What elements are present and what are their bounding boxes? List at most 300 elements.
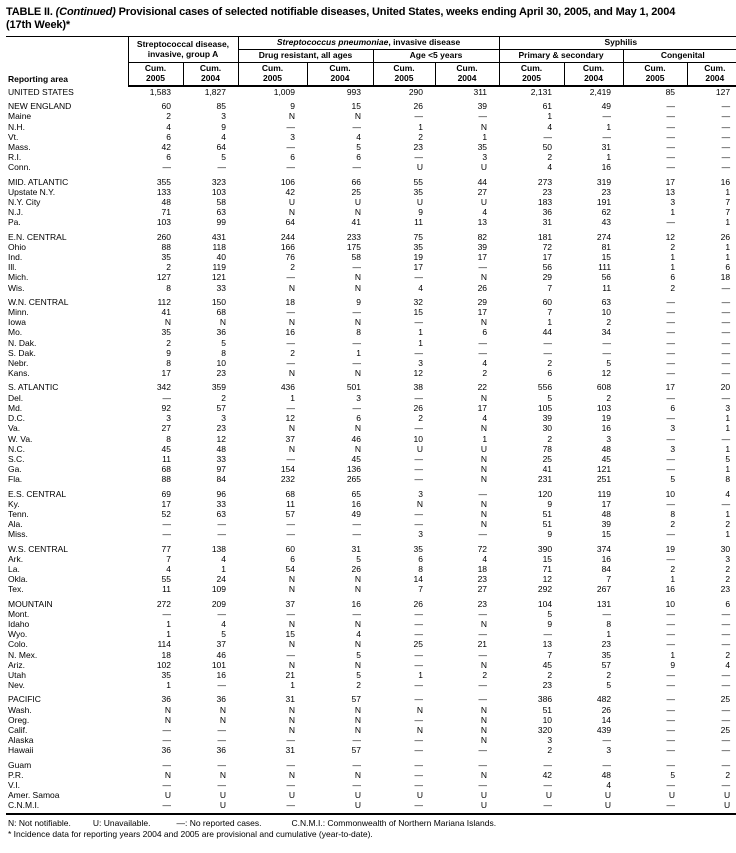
value-cell: — [286, 453, 295, 464]
value-cell: 431 [211, 231, 226, 242]
value-cell: 31 [285, 694, 295, 705]
value-cell: N [480, 464, 488, 475]
value-cell: 44 [477, 176, 488, 187]
value-cell: — [217, 735, 226, 746]
value-cell: 27 [161, 423, 171, 434]
value-cell: — [352, 402, 361, 413]
value-cell: — [666, 358, 676, 369]
value-cell: N [354, 317, 361, 328]
value-cell: 10 [413, 433, 423, 444]
value-cell: 35 [477, 142, 488, 153]
value-cell: 2 [482, 368, 488, 379]
value-cell: N [480, 519, 488, 530]
value-cell: 112 [157, 296, 171, 307]
value-cell: — [478, 337, 488, 348]
value-cell: 436 [280, 382, 295, 393]
value-cell: 37 [285, 598, 295, 609]
reporting-area-cell: W.N. CENTRAL [8, 296, 69, 307]
value-cell: — [352, 337, 361, 348]
value-cell: N [164, 714, 171, 725]
value-cell: 15 [601, 252, 612, 263]
value-cell: N [354, 639, 361, 650]
col-header-strep-cum-2004 [183, 63, 238, 87]
value-cell: 5 [221, 629, 226, 640]
table-row [6, 111, 736, 121]
value-cell: 57 [285, 508, 295, 519]
value-cell: 5 [356, 649, 361, 660]
value-cell: — [352, 307, 361, 318]
value-cell: 23 [720, 584, 731, 595]
value-cell: 6 [356, 152, 361, 163]
value-cell: 6 [290, 152, 295, 163]
value-cell: N [480, 272, 488, 283]
value-cell: — [286, 142, 295, 153]
value-cell: 33 [216, 453, 226, 464]
value-cell: 2 [356, 680, 361, 691]
cum-label: Cum. [144, 63, 167, 73]
value-cell: N [480, 769, 488, 780]
reporting-area-cell: W.S. CENTRAL [8, 543, 68, 554]
value-cell: — [721, 618, 731, 629]
value-cell: 2 [725, 769, 731, 780]
value-cell: — [666, 618, 676, 629]
value-cell: — [666, 327, 676, 338]
cum-label: Cum. [456, 63, 478, 73]
value-cell: 1 [221, 563, 226, 574]
value-cell: — [666, 142, 676, 153]
value-cell: 121 [211, 272, 226, 283]
value-cell: 36 [216, 694, 226, 705]
value-cell: 4 [356, 629, 361, 640]
value-cell: 5 [606, 358, 612, 369]
value-cell: 4 [482, 553, 488, 564]
value-cell: 19 [665, 543, 676, 554]
value-cell: — [721, 142, 731, 153]
value-cell: 31 [601, 142, 612, 153]
table-row [6, 393, 736, 403]
value-cell: 1 [670, 262, 676, 273]
value-cell: — [414, 618, 423, 629]
value-cell: 386 [537, 694, 553, 705]
value-cell: 11 [602, 282, 612, 293]
value-cell: — [721, 714, 731, 725]
value-cell: 439 [596, 724, 612, 735]
value-cell: 150 [211, 296, 226, 307]
value-cell: 374 [596, 543, 612, 554]
value-cell: 292 [537, 584, 553, 595]
value-cell: 63 [216, 207, 226, 218]
value-cell: 105 [537, 402, 553, 413]
value-cell: 3 [606, 433, 612, 444]
value-cell: 35 [413, 186, 423, 197]
value-cell: 50 [542, 142, 553, 153]
value-cell: 120 [537, 488, 553, 499]
reporting-area-cell: S. ATLANTIC [8, 382, 59, 393]
value-cell: 2 [290, 347, 295, 358]
value-cell: — [414, 508, 423, 519]
value-cell: U [435, 800, 499, 813]
value-cell: — [286, 608, 295, 619]
value-cell: N [288, 724, 295, 735]
value-cell: 6 [670, 272, 676, 283]
value-cell: 1 [670, 252, 676, 263]
value-cell: 3 [482, 152, 488, 163]
value-cell: — [666, 453, 676, 464]
value-cell: 45 [601, 453, 612, 464]
value-cell: 55 [161, 574, 171, 585]
value-cell: — [666, 217, 676, 228]
reporting-area-cell: Guam [8, 759, 32, 770]
reporting-area-cell: Calif. [8, 724, 28, 735]
value-cell: 34 [601, 327, 612, 338]
value-cell: N [219, 317, 226, 328]
value-cell: 608 [596, 382, 612, 393]
value-cell: 1 [547, 111, 553, 122]
value-cell: 49 [351, 508, 361, 519]
value-cell: 63 [601, 296, 612, 307]
reporting-area-cell: Wyo. [8, 629, 28, 640]
value-cell: 33 [216, 282, 226, 293]
value-cell: 6 [166, 131, 171, 142]
table-title-text: Provisional cases of selected notifiable diseases, United States, weeks ending April 30, 2005, and May 1, 2004 [118, 6, 676, 18]
value-cell: 85 [665, 87, 676, 97]
value-cell: — [217, 529, 226, 540]
table-title [6, 6, 729, 32]
value-cell: 2 [606, 317, 612, 328]
value-cell: 99 [216, 217, 226, 228]
value-cell: — [162, 780, 171, 790]
value-cell: N [288, 704, 295, 715]
value-cell: — [414, 649, 423, 660]
value-cell: N [480, 659, 488, 670]
value-cell: — [543, 629, 553, 640]
value-cell: 2 [725, 574, 731, 585]
value-cell: 1 [725, 252, 731, 263]
value-cell: — [217, 759, 226, 770]
value-cell: U [219, 790, 226, 801]
value-cell: 104 [537, 598, 553, 609]
value-cell: 26 [351, 563, 361, 574]
value-cell: 1 [725, 464, 731, 475]
value-cell: — [414, 392, 423, 403]
value-cell: — [414, 608, 423, 619]
value-cell: 71 [542, 563, 553, 574]
reporting-area-cell: Okla. [8, 574, 28, 585]
value-cell: 78 [542, 443, 553, 454]
value-cell: 1 [725, 423, 731, 434]
value-cell: 9 [547, 498, 553, 509]
value-cell: N [288, 714, 295, 725]
group-syphilis-header: Syphilis [499, 37, 736, 50]
value-cell: N [354, 282, 361, 293]
value-cell: 1 [166, 629, 171, 640]
value-cell: 1 [725, 186, 731, 197]
reporting-area-cell: Ind. [8, 252, 23, 263]
table-row [6, 564, 736, 574]
value-cell: 60 [285, 543, 295, 554]
subgroup-drug-resistant-header: Drug resistant, all ages [238, 49, 373, 63]
table-row [6, 790, 736, 800]
reporting-area-cell: C.N.M.I. [6, 800, 128, 813]
footnote-n: N: Not notifiable. [8, 817, 71, 828]
table-row [6, 338, 736, 348]
table-row [6, 187, 736, 197]
value-cell: 36 [216, 745, 226, 756]
value-cell: — [352, 529, 361, 540]
value-cell: 6 [166, 152, 171, 163]
value-cell: 5 [725, 453, 731, 464]
reporting-area-cell: La. [8, 563, 20, 574]
value-cell: — [543, 337, 553, 348]
value-cell: 29 [542, 272, 553, 283]
reporting-area-cell: Mass. [8, 142, 31, 153]
value-cell: — [721, 498, 731, 509]
value-cell: 16 [351, 498, 361, 509]
table-row [6, 423, 736, 433]
table-row [6, 152, 736, 162]
reporting-area-cell: N.J. [8, 207, 24, 218]
value-cell: 2 [547, 152, 553, 163]
value-cell: — [217, 519, 226, 530]
value-cell: 4 [725, 659, 731, 670]
value-cell: N [354, 443, 361, 454]
reporting-area-cell: R.I. [8, 152, 22, 163]
value-cell: — [352, 121, 361, 132]
table-row [6, 595, 736, 609]
value-cell: 4 [166, 563, 171, 574]
value-cell: 92 [161, 402, 171, 413]
value-cell: 119 [597, 488, 612, 499]
value-cell: — [414, 745, 423, 756]
value-cell: 3 [418, 529, 423, 540]
value-cell: — [721, 131, 731, 142]
value-cell: 39 [477, 101, 488, 112]
value-cell: — [478, 780, 488, 790]
value-cell: 5 [670, 474, 676, 485]
value-cell: — [352, 780, 361, 790]
value-cell: 6 [482, 327, 488, 338]
value-cell: 33 [216, 498, 226, 509]
value-cell: — [721, 121, 731, 132]
value-cell: 10 [665, 598, 676, 609]
table-row [6, 142, 736, 152]
value-cell: — [666, 680, 676, 691]
value-cell: N [480, 392, 488, 403]
table-title-week: (17th Week)* [6, 19, 71, 31]
value-cell: N [288, 769, 295, 780]
value-cell: 26 [413, 598, 423, 609]
value-cell: N [480, 618, 488, 629]
value-cell: — [666, 433, 676, 444]
reporting-area-cell: Tenn. [8, 508, 29, 519]
value-cell: 84 [216, 474, 226, 485]
value-cell: 1 [606, 629, 612, 640]
value-cell: 273 [537, 176, 553, 187]
value-cell: 15 [413, 307, 423, 318]
year-label: 2005 [263, 72, 282, 83]
value-cell: 31 [285, 745, 295, 756]
footnote-legend [8, 818, 729, 829]
subgroup-age-under5-header: Age <5 years [373, 49, 499, 63]
value-cell: 77 [161, 543, 171, 554]
reporting-area-cell: Nebr. [8, 358, 29, 369]
value-cell: 9 [221, 121, 226, 132]
value-cell: U [480, 197, 488, 208]
value-cell: 46 [351, 433, 361, 444]
table-title-number: TABLE II. [6, 6, 53, 18]
value-cell: 3 [418, 358, 423, 369]
value-cell: 2 [221, 392, 226, 403]
col-header-drugres-cum-2005 [238, 63, 307, 87]
value-cell: — [414, 735, 423, 746]
value-cell: N [288, 639, 295, 650]
value-cell: N [354, 584, 361, 595]
value-cell: 48 [601, 769, 612, 780]
value-cell: 265 [346, 474, 361, 485]
value-cell: — [286, 735, 295, 746]
value-cell: — [666, 464, 676, 475]
value-cell: 18 [285, 296, 295, 307]
value-cell: 11 [286, 498, 295, 509]
value-cell: 10 [601, 307, 612, 318]
value-cell: — [352, 262, 361, 273]
value-cell: 2 [670, 282, 676, 293]
value-cell: — [414, 347, 423, 358]
value-cell: 501 [346, 382, 361, 393]
table-row [6, 650, 736, 660]
reporting-area-cell: W. Va. [8, 433, 33, 444]
value-cell: 2 [547, 669, 553, 680]
value-cell: N [480, 704, 488, 715]
table-row [6, 629, 736, 639]
reporting-area-cell: S.C. [8, 453, 25, 464]
value-cell: 8 [356, 327, 361, 338]
value-cell: — [721, 780, 731, 790]
value-cell: 85 [216, 101, 226, 112]
group-pneumococcus-header [238, 37, 499, 50]
value-cell: 8 [166, 433, 171, 444]
value-cell: 12 [216, 433, 226, 444]
notifiable-diseases-table [6, 36, 736, 815]
value-cell: 37 [285, 433, 295, 444]
table-row [6, 444, 736, 454]
value-cell: 16 [216, 669, 226, 680]
value-cell: — [666, 368, 676, 379]
value-cell: — [666, 735, 676, 746]
value-cell: 209 [211, 598, 226, 609]
value-cell: 4 [482, 413, 488, 424]
value-cell: U [307, 800, 373, 813]
value-cell: 45 [351, 453, 361, 464]
value-cell: U [416, 443, 423, 454]
value-cell: 7 [725, 207, 731, 218]
value-cell: 12 [542, 574, 553, 585]
value-cell: — [666, 608, 676, 619]
cum-label: Cum. [393, 63, 415, 73]
value-cell: 56 [601, 272, 612, 283]
value-cell: 127 [715, 87, 731, 97]
value-cell: 19 [413, 252, 423, 263]
value-cell: 81 [601, 241, 612, 252]
value-cell: N [354, 724, 361, 735]
value-cell: 1 [418, 669, 423, 680]
year-label: 2004 [457, 72, 477, 83]
value-cell: 323 [211, 176, 226, 187]
value-cell: 23 [477, 574, 488, 585]
table-title-continued: (Continued) [55, 6, 116, 18]
value-cell: 3 [356, 392, 361, 403]
reporting-area-cell: Conn. [8, 162, 31, 173]
value-cell: N [480, 121, 488, 132]
table-row [6, 705, 736, 715]
value-cell: 103 [596, 402, 612, 413]
value-cell: — [414, 453, 423, 464]
reporting-area-cell: Ohio [8, 241, 26, 252]
value-cell: 41 [351, 217, 361, 228]
value-cell: 25 [720, 724, 731, 735]
value-cell: 21 [285, 669, 295, 680]
value-cell: 5 [606, 680, 612, 691]
value-cell: 42 [285, 186, 295, 197]
value-cell: 24 [216, 574, 226, 585]
value-cell: 26 [601, 704, 612, 715]
reporting-area-cell: MOUNTAIN [8, 598, 53, 609]
value-cell: — [666, 704, 676, 715]
value-cell: — [721, 337, 731, 348]
value-cell: 14 [413, 574, 423, 585]
value-cell: 4 [418, 282, 423, 293]
value-cell: 1 [482, 433, 488, 444]
value-cell: 57 [216, 402, 226, 413]
value-cell: 36 [542, 207, 553, 218]
value-cell: U [687, 800, 736, 813]
value-cell: 23 [542, 186, 553, 197]
value-cell: — [238, 800, 307, 813]
value-cell: 18 [720, 272, 731, 283]
table-row [6, 252, 736, 262]
table-row [6, 348, 736, 358]
table-row [6, 307, 736, 317]
value-cell: 2,131 [530, 87, 553, 97]
value-cell: 8 [418, 563, 423, 574]
value-cell: 14 [601, 714, 612, 725]
value-cell: — [543, 780, 553, 790]
value-cell: — [543, 347, 553, 358]
value-cell: — [286, 307, 295, 318]
value-cell: — [666, 553, 676, 564]
value-cell: N [480, 498, 488, 509]
value-cell: N [354, 423, 361, 434]
reporting-area-cell: N.Y. City [8, 197, 41, 208]
value-cell: 39 [601, 519, 612, 530]
value-cell: 12 [601, 368, 612, 379]
value-cell: 3 [670, 443, 676, 454]
value-cell: — [721, 101, 731, 112]
value-cell: 23 [601, 639, 612, 650]
cum-label: Cum. [199, 63, 222, 73]
value-cell: — [721, 368, 731, 379]
value-cell: — [721, 392, 731, 403]
table-row [6, 293, 736, 307]
value-cell: 61 [542, 101, 553, 112]
value-cell: N [416, 724, 423, 735]
table-row [6, 540, 736, 554]
reporting-area-cell: Alaska [8, 735, 34, 746]
table-row [6, 132, 736, 142]
value-cell: — [602, 111, 612, 122]
value-cell: 41 [161, 307, 171, 318]
reporting-area-cell: Minn. [8, 307, 29, 318]
